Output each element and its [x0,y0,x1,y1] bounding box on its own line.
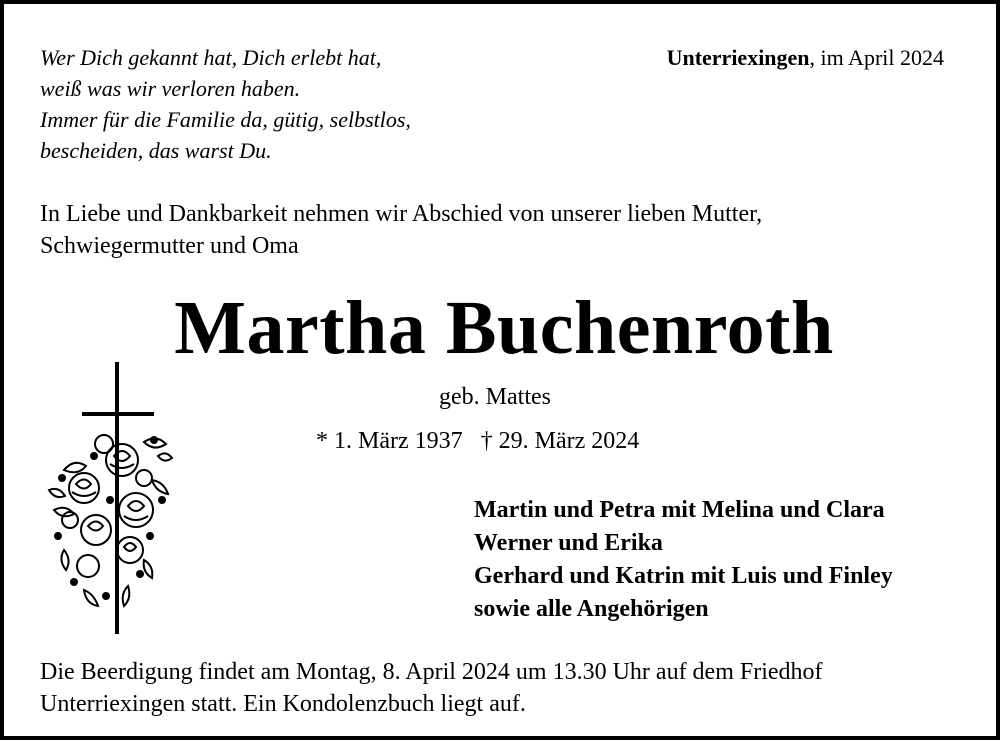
intro-line: In Liebe und Dankbarkeit nehmen wir Abschied von unserer lieben Mutter, [40,201,763,227]
deceased-name: Martha Buchenroth [174,286,834,370]
maiden-name: geb. Mattes [439,384,551,410]
mourners-list [474,494,893,626]
poem-line: weiß was wir verloren haben. [40,76,301,101]
intro-text [40,198,762,262]
life-dates [316,426,639,456]
cross-with-roses-icon [44,360,174,640]
death-date: † 29. März 2024 [480,428,640,454]
funeral-line: Unterriexingen statt. Ein Kondolenzbuch liegt auf. [40,691,526,717]
mourner-line: Martin und Petra mit Melina und Clara [474,497,885,523]
funeral-info [40,656,823,720]
place-and-date [667,42,944,73]
mourner-line: Gerhard und Katrin mit Luis und Finley [474,563,893,589]
poem-line: bescheiden, das warst Du. [40,138,272,163]
birth-date: * 1. März 1937 [316,428,463,454]
poem-line: Wer Dich gekannt hat, Dich erlebt hat, [40,45,382,70]
memorial-poem [40,42,411,166]
mourner-line: Werner und Erika [474,530,663,556]
mourner-line: sowie alle Angehörigen [474,596,709,622]
place-name: Unterriexingen [666,45,810,70]
date-text: , im April 2024 [809,45,944,70]
poem-line: Immer für die Familie da, gütig, selbstlos, [40,107,411,132]
funeral-line: Die Beerdigung findet am Montag, 8. April 2024 um 13.30 Uhr auf dem Friedhof [40,659,823,685]
intro-line: Schwiegermutter und Oma [40,233,299,259]
